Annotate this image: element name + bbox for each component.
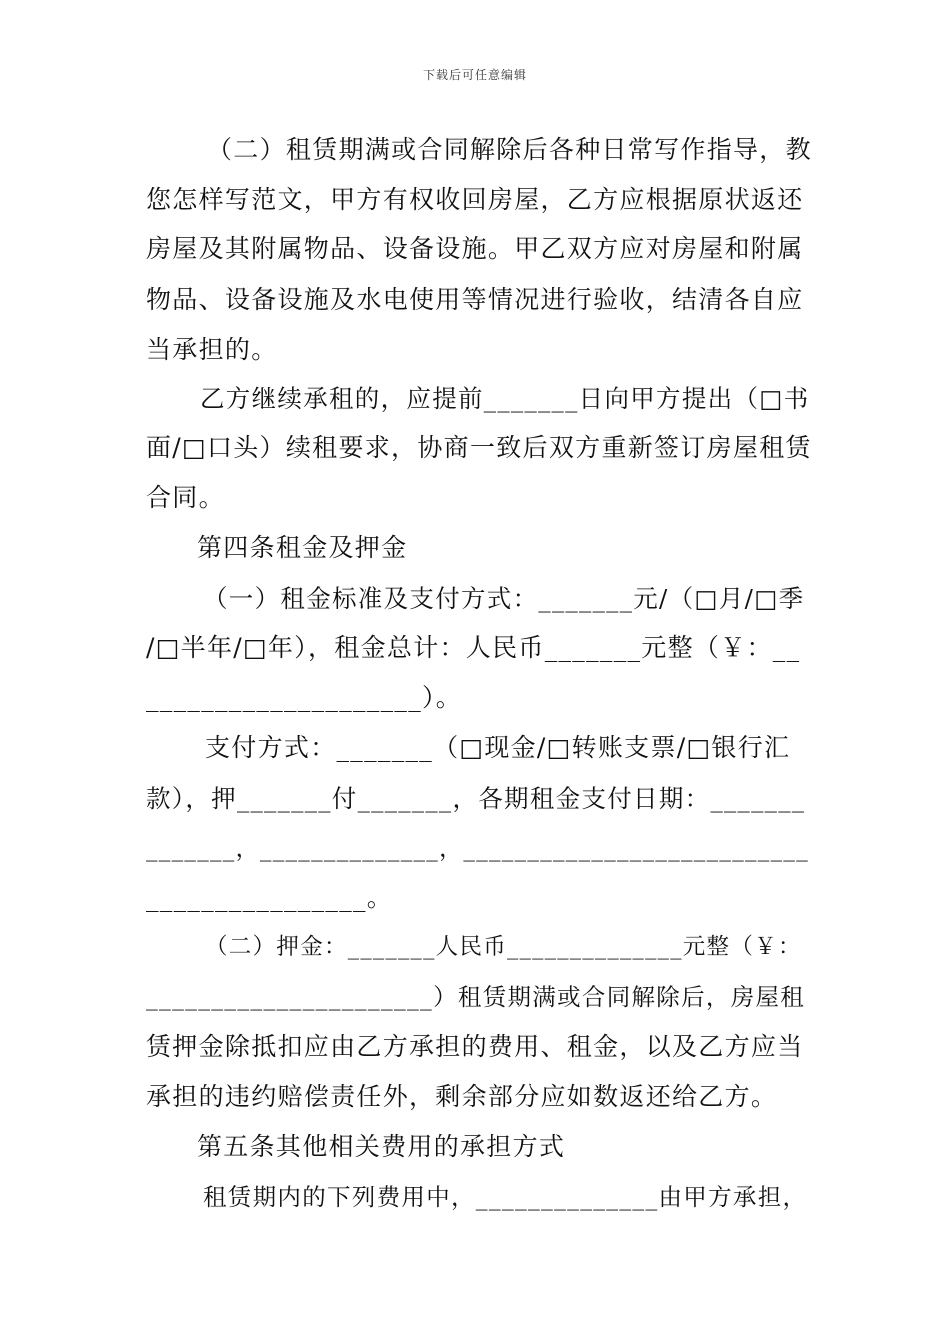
text-line: 赁押金除抵扣应由乙方承担的费用、租金，以及乙方应当 xyxy=(146,1032,804,1061)
text-line: 款），押_______付_______，各期租金支付日期：_______ xyxy=(146,784,806,813)
text-line: ________________。 xyxy=(146,883,394,912)
text-line: 物品、设备设施及水电使用等情况进行验收，结清各自应 xyxy=(146,285,804,314)
text-line: 承担的违约赔偿责任外，剩余部分应如数返还给乙方。 xyxy=(146,1082,778,1111)
text-line: （二）押金：_______人民币______________元整（￥： xyxy=(205,934,802,960)
text-line: （二）租赁期满或合同解除后各种日常写作指导，教 xyxy=(207,135,812,164)
section-heading: 第五条其他相关费用的承担方式 xyxy=(197,1132,566,1161)
text-line: 面/□口头）续租要求，协商一致后双方重新签订房屋租赁 xyxy=(146,433,812,462)
text-line: _______，______________，___________________________ xyxy=(146,836,809,862)
section-heading: 第四条租金及押金 xyxy=(197,533,408,562)
text-line: 当承担的。 xyxy=(146,335,278,364)
text-line: 您怎样写范文，甲方有权收回房屋，乙方应根据原状返还 xyxy=(146,185,804,214)
text-line: （一）租金标准及支付方式：_______元/（□月/□季 xyxy=(203,584,805,613)
page-header: 下载后可任意编辑 xyxy=(422,68,527,82)
text-line: 房屋及其附属物品、设备设施。甲乙双方应对房屋和附属 xyxy=(146,234,804,263)
text-line: 乙方继续承租的，应提前_______日向甲方提出（□书 xyxy=(200,384,810,413)
text-line: ______________________）租赁期满或合同解除后，房屋租 xyxy=(146,983,806,1011)
text-line: /□半年/□年），租金总计：人民币_______元整（￥：__ xyxy=(146,633,801,662)
text-line: 合同。 xyxy=(146,483,225,512)
text-line: ____________________）。 xyxy=(146,683,463,712)
text-line: 支付方式：_______（□现金/□转账支票/□银行汇 xyxy=(205,733,791,762)
text-line: 租赁期内的下列费用中，______________由甲方承担， xyxy=(203,1183,808,1211)
